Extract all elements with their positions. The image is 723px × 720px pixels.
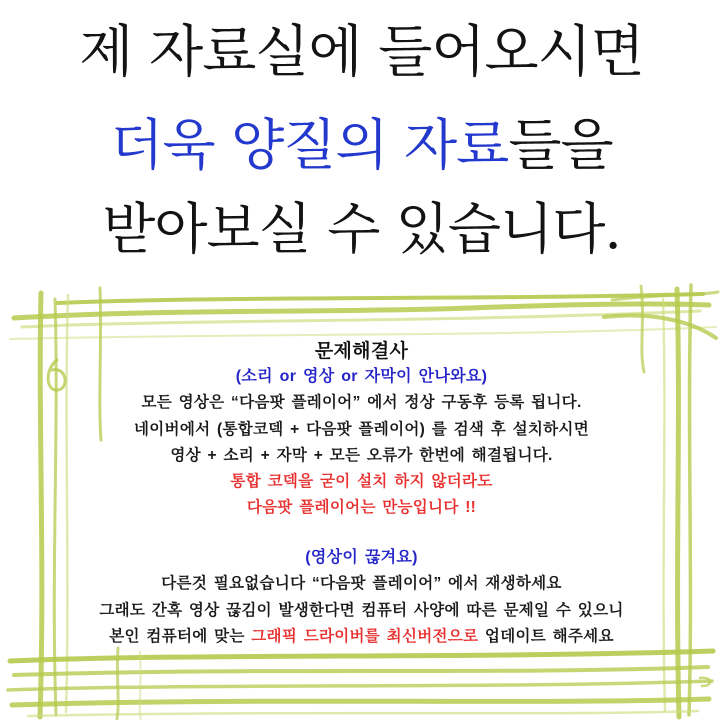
- section2-line3: [0, 624, 723, 650]
- frame-top-stroke: [14, 304, 709, 318]
- section1-line1: 모든 영상은 “다음팟 플레이어” 에서 정상 구동후 등록 됩니다.: [141, 394, 582, 411]
- section2-line2: 그래도 간혹 영상 끊김이 발생한다면 컴퓨터 사양에 따른 문제일 수 있으니: [99, 602, 624, 619]
- section1-heading: (소리 or 영상 or 자막이 안나와요): [235, 368, 488, 385]
- frame-bottomleft-stroke: [140, 652, 141, 720]
- section1-line2: 네이버에서 (통합코덱 + 다음팟 플레이어) 를 검색 후 설치하시면: [134, 421, 589, 438]
- headline-line3: 받아보실 수 있습니다.: [102, 197, 621, 261]
- section1-red-line2: 다음팟 플레이어는 만능입니다 !!: [246, 499, 477, 516]
- frame-top-stroke: [10, 327, 716, 339]
- frame-topright-corner: [612, 292, 718, 300]
- section2-line3-prefix: 본인 컴퓨터에 맞는: [109, 628, 252, 645]
- frame-bottom-stroke: [14, 667, 708, 675]
- help-box-title: 문제해결사: [314, 341, 409, 362]
- section1-red-line1: 통합 코덱을 굳이 설치 하지 않더라도: [230, 473, 493, 490]
- section-gap: [0, 521, 723, 545]
- section1-line3: 영상 + 소리 + 자막 + 모든 오류가 한번에 해결됩니다.: [170, 447, 553, 464]
- section2-line3-red: 그래픽 드라이버를 최신버전으로: [251, 628, 479, 645]
- section2-line1: 다른것 필요없습니다 “다음팟 플레이어” 에서 재생하세요: [161, 575, 562, 592]
- frame-bottom-stroke: [8, 681, 712, 690]
- frame-bottom-stroke: [10, 651, 713, 661]
- frame-bottom-stroke: [28, 711, 698, 716]
- section2-heading: (영상이 끊겨요): [305, 549, 418, 566]
- headline-line2-blue: 더욱 양질의 자료: [110, 113, 509, 177]
- headline-line2: [0, 110, 723, 180]
- frame-bottom-stroke: [12, 699, 709, 705]
- frame-top-stroke: [58, 294, 703, 303]
- frame-bottom-hook: [700, 678, 710, 686]
- help-box: [0, 340, 723, 650]
- section2-line3-suffix: 업데이트 해주세요: [478, 628, 614, 645]
- frame-top-stroke: [22, 311, 700, 327]
- headline-block: [0, 0, 723, 290]
- headline-line2-black: 들을: [508, 113, 613, 177]
- frame-topright-corner: [604, 316, 716, 338]
- headline-line1: 제 자료실에 들어오시면: [79, 20, 644, 85]
- frame-bottomleft-stroke: [117, 648, 118, 719]
